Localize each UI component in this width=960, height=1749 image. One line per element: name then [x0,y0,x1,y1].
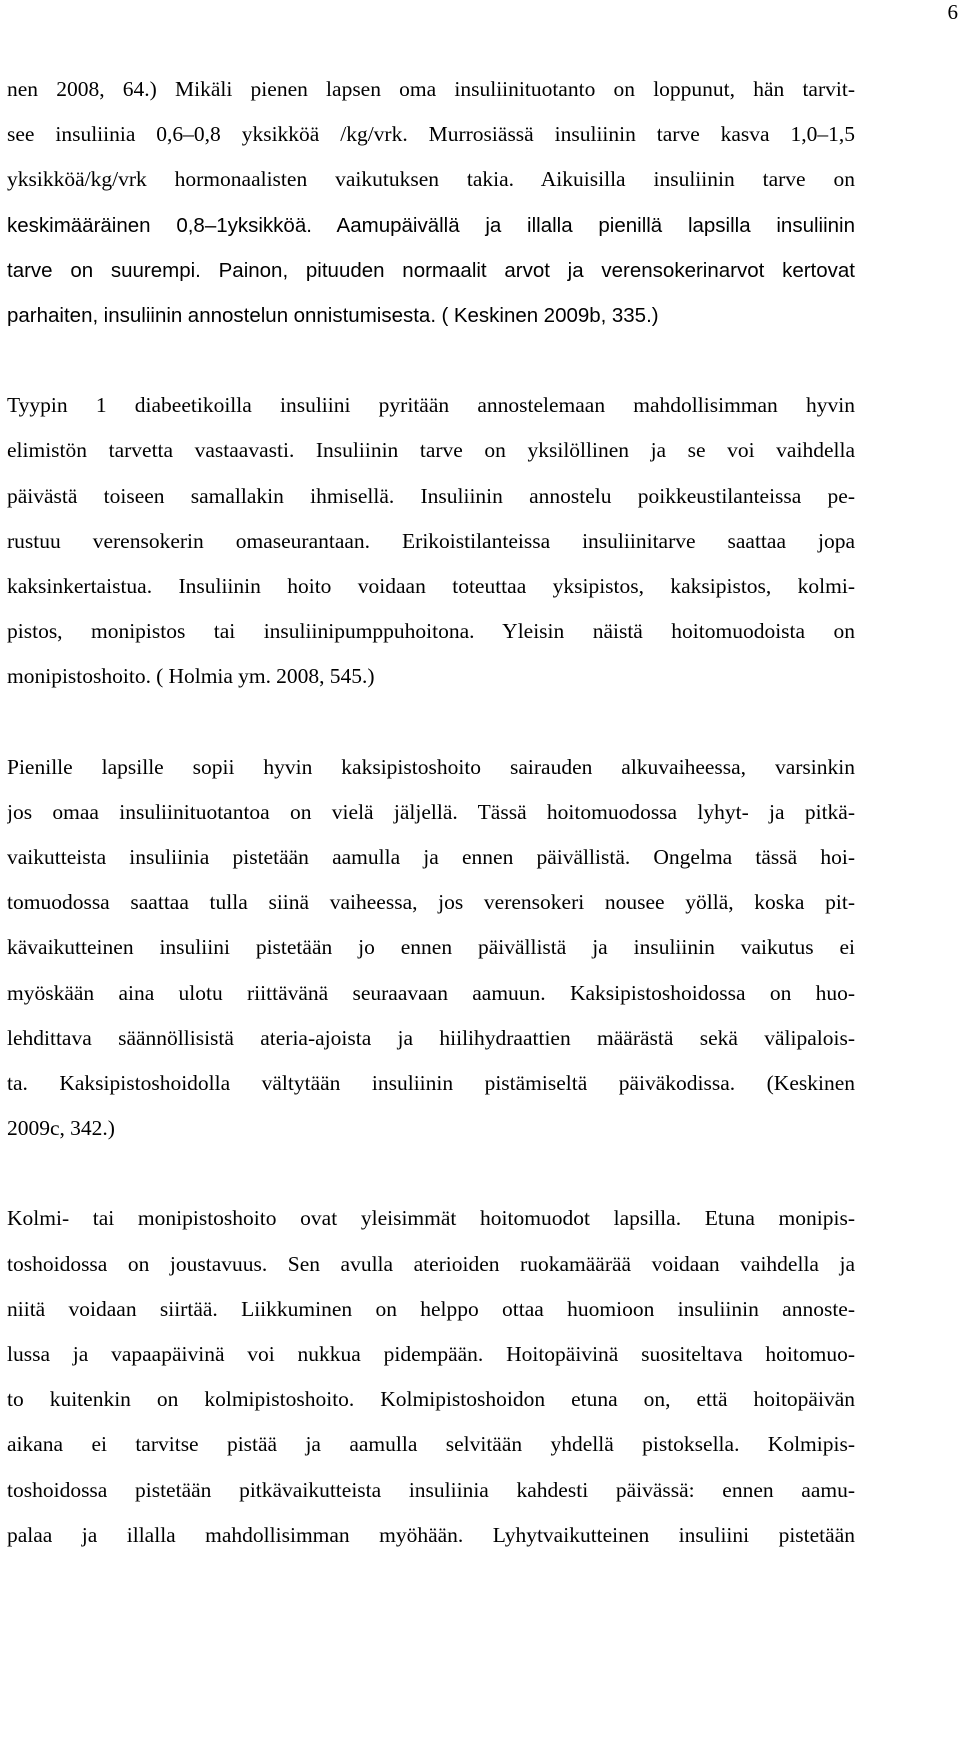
text-line: tomuodossa saattaa tulla siinä vaiheessa, jos verensokeri nousee yöllä, koska pit- [7,890,855,915]
text-line: toshoidossa on joustavuus. Sen avulla aterioiden ruokamäärää voidaan vaihdella ja [7,1251,855,1276]
text-line: monipistoshoito. ( Holmia ym. 2008, 545.) [7,664,375,689]
paragraph [7,1196,855,1558]
text-line: tarve on suurempi. Painon, pituuden normaalit arvot ja verensokerinarvot kertovat [7,258,855,282]
text-line: nen 2008, 64.) Mikäli pienen lapsen oma insuliinituotanto on loppunut, hän tarvit- [7,77,855,101]
text-line: lussa ja vapaapäivinä voi nukkua pidempään. Hoitopäivinä suositeltava hoitomuo- [7,1342,855,1367]
text-line: palaa ja illalla mahdollisimman myöhään. Lyhytvaikutteinen insuliini pistetään [7,1522,855,1547]
text-line: myöskään aina ulotu riittävänä seuraavaan aamuun. Kaksipistoshoidossa on huo- [7,980,855,1005]
page-number: 6 [947,0,958,24]
text-line: kävaikutteinen insuliini pistetään jo ennen päivällistä ja insuliinin vaikutus ei [7,935,855,960]
paragraph [7,67,855,338]
text-line: parhaiten, insuliinin annostelun onnistumisesta. ( Keskinen 2009b, 335.) [7,304,659,328]
text-line: see insuliinia 0,6–0,8 yksikköä /kg/vrk. Murrosiässä insuliinin tarve kasva 1,0–1,5 [7,122,855,147]
text-line: pistos, monipistos tai insuliinipumppuhoitona. Yleisin näistä hoitomuodoista on [7,619,855,644]
document-body [7,67,855,1558]
text-line: keskimääräinen 0,8–1yksikköä. Aamupäivällä ja illalla pienillä lapsilla insuliinin [7,213,855,237]
text-line: to kuitenkin on kolmipistoshoito. Kolmipistoshoidon etuna on, että hoitopäivän [7,1387,855,1412]
text-line: aikana ei tarvitse pistää ja aamulla selvitään yhdellä pistoksella. Kolmipis- [7,1432,855,1457]
text-line: yksikköä/kg/vrk hormonaalisten vaikutuksen takia. Aikuisilla insuliinin tarve on [7,167,855,192]
text-line: vaikutteista insuliinia pistetään aamulla ja ennen päivällistä. Ongelma tässä hoi- [7,845,855,870]
text-line: lehdittava säännöllisistä ateria-ajoista ja hiilihydraattien määrästä sekä välipalois- [7,1025,855,1050]
text-line: elimistön tarvetta vastaavasti. Insuliinin tarve on yksilöllinen ja se voi vaihdella [7,438,855,463]
text-line: toshoidossa pistetään pitkävaikutteista insuliinia kahdesti päivässä: ennen aamu- [7,1477,855,1502]
text-line: Pienille lapsille sopii hyvin kaksipistoshoito sairauden alkuvaiheessa, varsinkin [7,754,855,779]
paragraph [7,745,855,1152]
text-line: 2009c, 342.) [7,1116,115,1141]
text-line: Kolmi- tai monipistoshoito ovat yleisimmät hoitomuodot lapsilla. Etuna monipis- [7,1206,855,1231]
text-line: rustuu verensokerin omaseurantaan. Erikoistilanteissa insuliinitarve saattaa jopa [7,528,855,553]
text-line: Tyypin 1 diabeetikoilla insuliini pyritään annostelemaan mahdollisimman hyvin [7,393,855,418]
paragraph [7,383,855,699]
text-line: jos omaa insuliinituotantoa on vielä jäljellä. Tässä hoitomuodossa lyhyt- ja pitkä- [7,799,855,824]
text-line: kaksinkertaistua. Insuliinin hoito voidaan toteuttaa yksipistos, kaksipistos, kolmi- [7,574,855,599]
text-line: ta. Kaksipistoshoidolla vältytään insuliinin pistämiseltä päiväkodissa. (Keskinen [7,1071,855,1096]
text-line: päivästä toiseen samallakin ihmisellä. Insuliinin annostelu poikkeustilanteissa pe- [7,483,855,508]
text-line: niitä voidaan siirtää. Liikkuminen on helppo ottaa huomioon insuliinin annoste- [7,1296,855,1321]
